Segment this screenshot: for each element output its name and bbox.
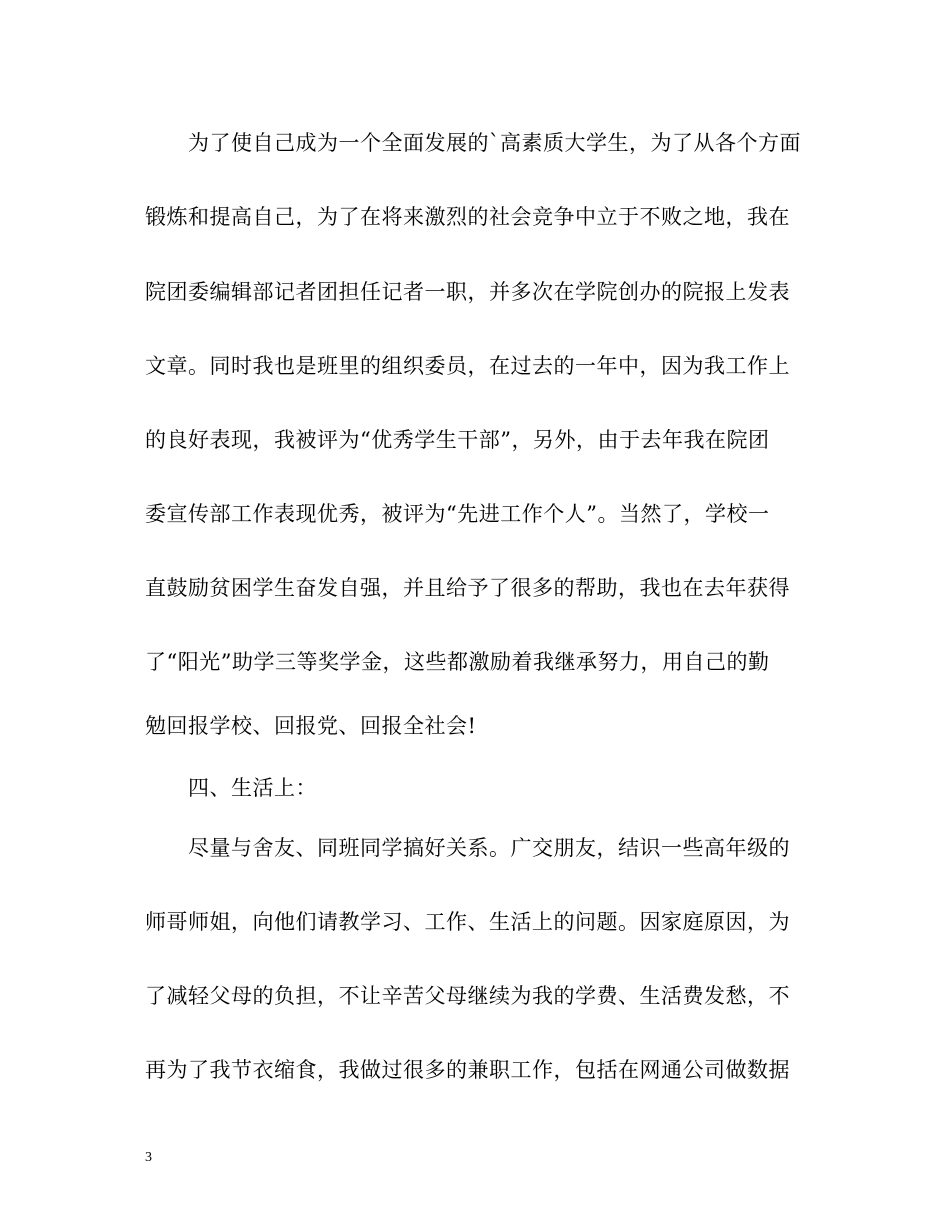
paragraph-line: 委宣传部工作表现优秀，被评为“先进工作个人”。当然了，学校一 (145, 502, 770, 526)
section-heading: 四、生活上： (188, 776, 317, 800)
paragraph-line: 直鼓励贫困学生奋发自强，并且给予了很多的帮助，我也在去年获得 (145, 576, 790, 600)
paragraph-line: 了“阳光”助学三等奖学金，这些都激励着我继承努力，用自己的勤 (145, 650, 770, 674)
paragraph-line: 的良好表现，我被评为“优秀学生干部”，另外，由于去年我在院团 (145, 428, 770, 452)
page-number: 3 (145, 1150, 152, 1165)
paragraph-line: 为了使自己成为一个全面发展的`高素质大学生，为了从各个方面 (188, 131, 801, 155)
paragraph-line: 了减轻父母的负担，不让辛苦父母继续为我的学费、生活费发愁，不 (145, 984, 790, 1008)
paragraph-line: 锻炼和提高自己，为了在将来激烈的社会竞争中立于不败之地，我在 (145, 205, 790, 229)
paragraph-line: 院团委编辑部记者团担任记者一职，并多次在学院创办的院报上发表 (145, 280, 790, 304)
paragraph-line: 勉回报学校、回报党、回报全社会! (145, 714, 477, 738)
paragraph-line: 师哥师姐，向他们请教学习、工作、生活上的问题。因家庭原因，为 (145, 910, 790, 934)
paragraph-line: 尽量与舍友、同班同学搞好关系。广交朋友，结识一些高年级的 (188, 836, 790, 860)
paragraph-line: 再为了我节衣缩食，我做过很多的兼职工作，包括在网通公司做数据 (145, 1058, 790, 1082)
paragraph-line: 文章。同时我也是班里的组织委员，在过去的一年中，因为我工作上 (145, 354, 790, 378)
